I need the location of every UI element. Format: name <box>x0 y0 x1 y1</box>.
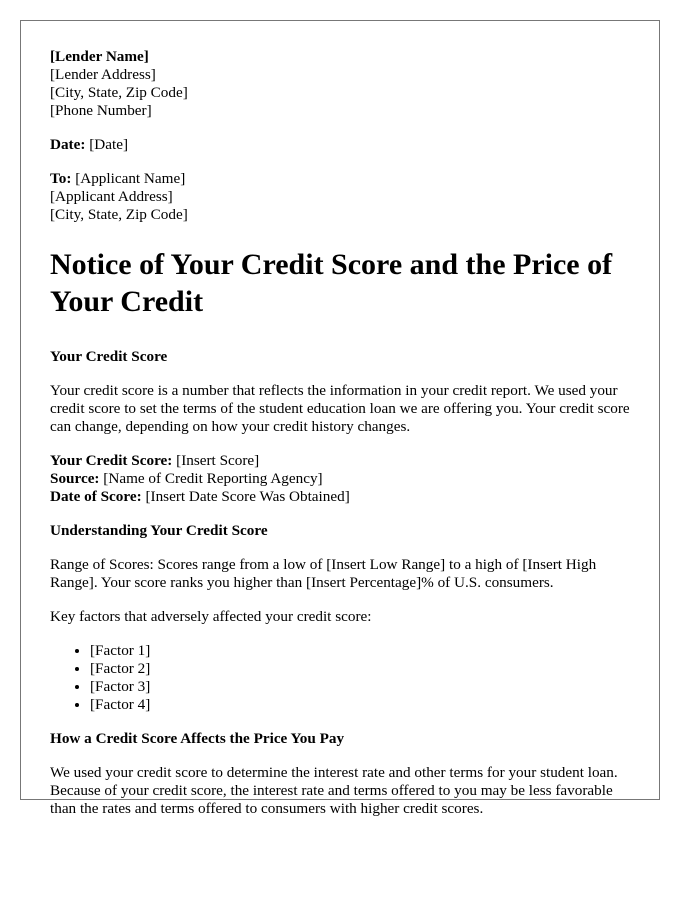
credit-score-paragraph: Your credit score is a number that reflects the information in your credit report. We used your credit score to set the terms of the student education loan we are offering you. Your credit score can change, depending on how your credit history changes. <box>50 382 630 435</box>
range-paragraph: Range of Scores: Scores range from a low of [Insert Low Range] to a high of [Insert High Range]. Your score ranks you higher than [Insert Percentage]% of U.S. consumers. <box>50 556 597 591</box>
section-heading-credit-score: Your Credit Score <box>50 348 168 365</box>
score-label: Your Credit Score: <box>50 452 173 469</box>
lender-address: [Lender Address] <box>50 66 156 83</box>
date-line <box>50 136 635 154</box>
score-line <box>50 452 635 470</box>
lender-info <box>50 48 635 120</box>
lender-name: [Lender Name] <box>50 48 149 65</box>
price-paragraph: We used your credit score to determine the interest rate and other terms for your student loan. Because of your credit score, the interest rate and terms offered to you may be less favorable than the rates and terms offered to consumers with higher credit scores. <box>50 764 618 817</box>
score-value: [Insert Score] <box>176 452 260 469</box>
factors-intro: Key factors that adversely affected your credit score: <box>50 608 372 625</box>
lender-city-state-zip: [City, State, Zip Code] <box>50 84 188 101</box>
source-value: [Name of Credit Reporting Agency] <box>103 470 323 487</box>
recipient-label: To: <box>50 170 72 187</box>
recipient-city-state-zip: [City, State, Zip Code] <box>50 206 188 223</box>
page-title: Notice of Your Credit Score and the Price of Your Credit <box>50 248 613 318</box>
source-label: Source: <box>50 470 100 487</box>
score-date-line <box>50 488 635 506</box>
list-item: • [Factor 3] <box>90 678 635 696</box>
score-date-value: [Insert Date Score Was Obtained] <box>145 488 350 505</box>
recipient-name-line <box>50 170 635 188</box>
section-heading-price: How a Credit Score Affects the Price You Pay <box>50 730 345 747</box>
list-item: • [Factor 4] <box>90 696 635 714</box>
letter-page <box>20 20 660 817</box>
section-heading-understanding: Understanding Your Credit Score <box>50 522 268 539</box>
score-date-label: Date of Score: <box>50 488 142 505</box>
list-item: • [Factor 2] <box>90 660 635 678</box>
recipient-info <box>50 170 635 224</box>
recipient-name: [Applicant Name] <box>75 170 186 187</box>
factors-list <box>50 642 635 714</box>
lender-phone: [Phone Number] <box>50 102 152 119</box>
score-details <box>50 452 635 506</box>
date-label: Date: <box>50 136 86 153</box>
recipient-address: [Applicant Address] <box>50 188 173 205</box>
source-line <box>50 470 635 488</box>
list-item: • [Factor 1] <box>90 642 635 660</box>
letter-content <box>50 48 635 834</box>
date-value: [Date] <box>89 136 129 153</box>
